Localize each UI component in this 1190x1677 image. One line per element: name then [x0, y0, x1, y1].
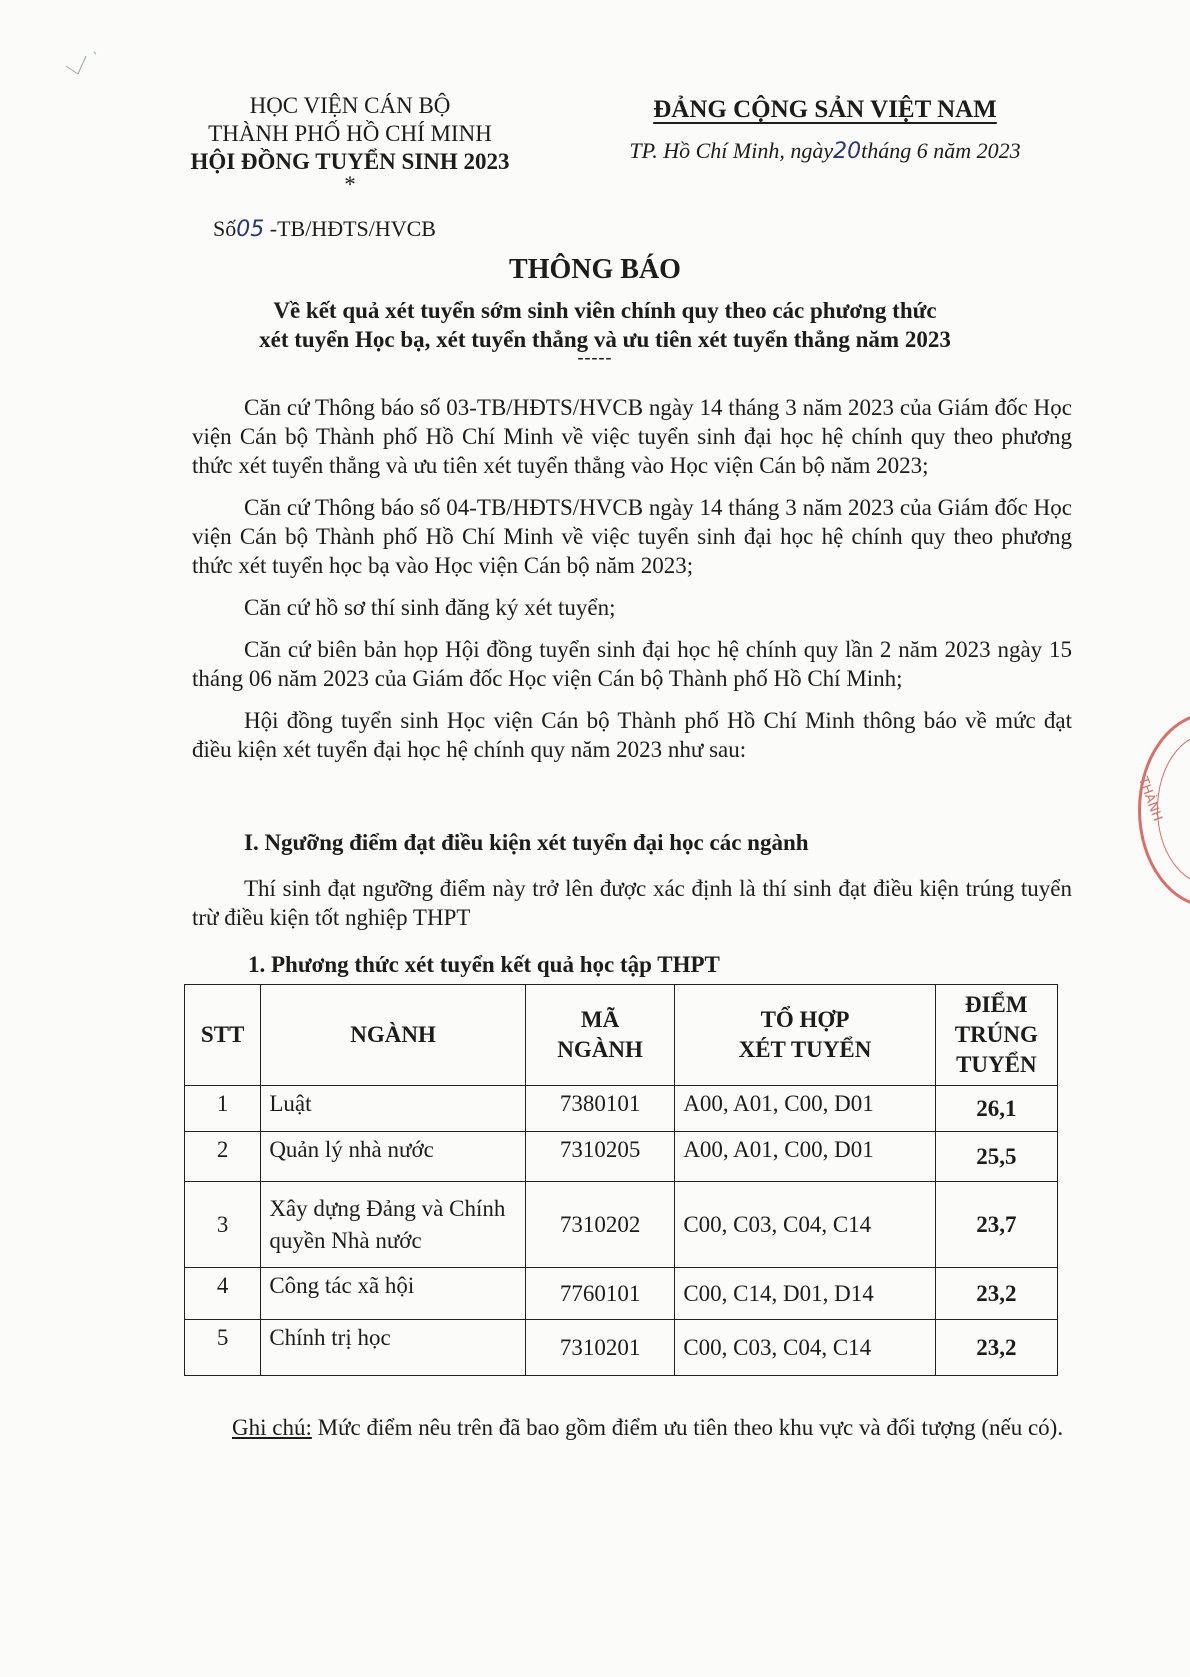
document-title: THÔNG BÁO [509, 254, 681, 285]
preamble [192, 393, 1072, 777]
header-score-line-1: ĐIỂM [965, 992, 1028, 1017]
party-name: ĐẢNG CỘNG SẢN VIỆT NAM [653, 96, 997, 123]
admission-scores-table [184, 984, 1058, 1376]
issuer-line-1: HỌC VIỆN CÁN BỘ [249, 93, 451, 118]
header-code [525, 985, 675, 1086]
header-code-line-1: MÃ [580, 1007, 620, 1032]
issuer-line-2: THÀNH PHỐ HỒ CHÍ MINH [208, 121, 492, 146]
cell-name: Xây dựng Đảng và Chính quyền Nhà nước [261, 1182, 526, 1268]
party-block [600, 96, 1050, 164]
cell-code: 7380101 [525, 1086, 675, 1132]
header-combo-line-2: XÉT TUYỂN [738, 1037, 872, 1062]
cell-score: 23,2 [935, 1320, 1057, 1376]
cell-score: 25,5 [935, 1132, 1057, 1182]
table-row [185, 1320, 1058, 1376]
cell-stt: 5 [185, 1320, 261, 1376]
cell-code: 7310202 [525, 1182, 675, 1268]
header-name: NGÀNH [261, 985, 526, 1086]
cell-combo: A00, A01, C00, D01 [675, 1086, 935, 1132]
cell-name: Quản lý nhà nước [261, 1132, 526, 1182]
number-prefix: Số [213, 216, 237, 241]
issuer-line-3: HỘI ĐỒNG TUYỂN SINH 2023 [190, 149, 510, 174]
cell-score: 26,1 [935, 1086, 1057, 1132]
paragraph-2: Căn cứ Thông báo số 04-TB/HĐTS/HVCB ngày 14 tháng 3 năm 2023 của Giám đốc Học viện Cán bộ Thành phố Hồ Chí Minh về việc tuyển sinh đại học hệ chính quy theo phương thức xét tuyển học bạ vào Học viện Cán bộ năm 2023; [192, 495, 1072, 578]
table-row [185, 1132, 1058, 1182]
table-row [185, 1268, 1058, 1320]
cell-code: 7310201 [525, 1320, 675, 1376]
paragraph-1: Căn cứ Thông báo số 03-TB/HĐTS/HVCB ngày 14 tháng 3 năm 2023 của Giám đốc Học viện Cán bộ Thành phố Hồ Chí Minh về việc tuyển sinh đại học hệ chính quy theo phương thức xét tuyển thẳng và ưu tiên xét tuyển thẳng vào Học viện Cán bộ năm 2023; [192, 395, 1072, 478]
official-seal-stamp [1134, 712, 1190, 908]
cell-stt: 2 [185, 1132, 261, 1182]
number-suffix: -TB/HĐTS/HVCB [269, 216, 436, 241]
header-stt: STT [185, 985, 261, 1086]
note [192, 1413, 1072, 1442]
note-text: Mức điểm nêu trên đã bao gồm điểm ưu tiên theo khu vực và đối tượng (nếu có). [311, 1415, 1064, 1440]
table-row [185, 1182, 1058, 1268]
header-combo-line-1: TỔ HỢP [760, 1007, 850, 1032]
paragraph-4: Căn cứ biên bản họp Hội đồng tuyển sinh đại học hệ chính quy lần 2 năm 2023 ngày 15 tháng 06 năm 2023 của Giám đốc Học viện Cán bộ Thành phố Hồ Chí Minh; [192, 637, 1072, 691]
cell-score: 23,7 [935, 1182, 1057, 1268]
header-combo [675, 985, 935, 1086]
cell-name: Luật [261, 1086, 526, 1132]
date-suffix: tháng 6 năm 2023 [861, 138, 1021, 163]
paragraph-3: Căn cứ hồ sơ thí sinh đăng ký xét tuyển; [244, 595, 616, 620]
scan-speck-mark [64, 48, 104, 78]
cell-code: 7310205 [525, 1132, 675, 1182]
header-code-line-2: NGÀNH [557, 1037, 643, 1062]
number-handwritten: 05 [236, 217, 265, 242]
cell-stt: 1 [185, 1086, 261, 1132]
paragraph-5: Hội đồng tuyển sinh Học viện Cán bộ Thành phố Hồ Chí Minh thông báo về mức đạt điều kiện xét tuyển đại học hệ chính quy năm 2023 như sau: [192, 708, 1072, 762]
document-subtitle [150, 296, 1060, 354]
cell-combo: A00, A01, C00, D01 [675, 1132, 935, 1182]
cell-score: 23,2 [935, 1268, 1057, 1320]
cell-stt: 4 [185, 1268, 261, 1320]
title-separator: ----- [577, 347, 613, 367]
section-1-heading: I. Ngưỡng điểm đạt điều kiện xét tuyển đại học các ngành [244, 830, 809, 855]
date-line [600, 138, 1050, 164]
header-score-line-2: TRÚNG [954, 1022, 1038, 1047]
subsection-1-heading: 1. Phương thức xét tuyển kết quả học tập THPT [248, 952, 720, 977]
date-prefix: TP. Hồ Chí Minh, ngày [629, 138, 834, 163]
table-header-row [185, 985, 1058, 1086]
issuer-star: * [344, 172, 356, 197]
cell-combo: C00, C14, D01, D14 [675, 1268, 935, 1320]
subtitle-line-2: xét tuyển Học bạ, xét tuyển thẳng và ưu tiên xét tuyển thẳng năm 2023 [259, 327, 951, 352]
cell-code: 7760101 [525, 1268, 675, 1320]
document-number [213, 216, 436, 242]
cell-name: Chính trị học [261, 1320, 526, 1376]
header-score [935, 985, 1057, 1086]
date-day-handwritten: 20 [833, 139, 862, 164]
cell-combo: C00, C03, C04, C14 [675, 1320, 935, 1376]
note-label: Ghi chú: [232, 1415, 312, 1440]
cell-stt: 3 [185, 1182, 261, 1268]
issuer-block [140, 92, 560, 197]
section-1-text: Thí sinh đạt ngưỡng điểm này trở lên được xác định là thí sinh đạt điều kiện trúng tuyển trừ điều kiện tốt nghiệp THPT [192, 876, 1072, 930]
header-score-line-3: TUYỂN [956, 1052, 1037, 1077]
seal-inner-ring [1157, 733, 1190, 885]
seal-text: THÀNH [1134, 775, 1165, 824]
subtitle-line-1: Về kết quả xét tuyển sớm sinh viên chính quy theo các phương thức [273, 298, 937, 323]
table-row [185, 1086, 1058, 1132]
cell-name: Công tác xã hội [261, 1268, 526, 1320]
cell-combo: C00, C03, C04, C14 [675, 1182, 935, 1268]
